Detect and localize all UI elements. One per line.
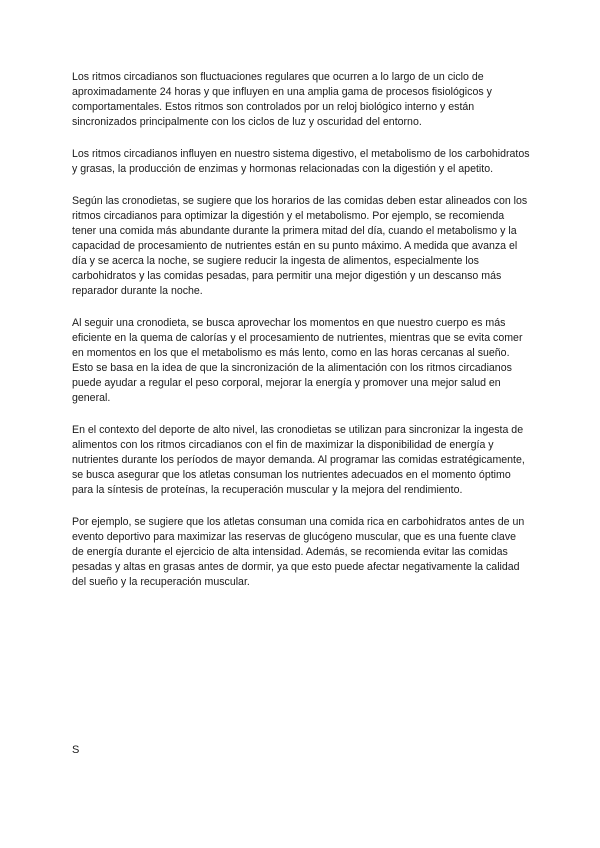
document-body <box>72 70 530 607</box>
paragraph-circadian-definition: Los ritmos circadianos son fluctuaciones regulares que ocurren a lo largo de un ciclo de aproximadamente 24 horas y que influyen en una amplia gama de procesos fisiológicos y comportamentales. Estos ritmos son controlados por un reloj biológico interno y están sincronizados principalmente con los ciclos de luz y oscuridad del entorno. <box>72 71 492 128</box>
paragraph-cronodieta-benefits: Al seguir una cronodieta, se busca aprovechar los momentos en que nuestro cuerpo es más eficiente en la quema de calorías y el procesamiento de nutrientes, mientras que se evita comer en momentos en los que el metabolismo es más lento, como en las horas cercanas al sueño. Esto se basa en la idea de que la sincronización de la alimentación con los ritmos circadianos puede ayudar a regular el peso corporal, mejorar la energía y promover una mejor salud en general. <box>72 317 523 404</box>
footer-text: S <box>72 744 80 756</box>
paragraph-sport-context: En el contexto del deporte de alto nivel, las cronodietas se utilizan para sincronizar la ingesta de alimentos con los ritmos circadianos con el fin de maximizar la disponibilidad de energía y nutrientes durante los períodos de mayor demanda. Al programar las comidas estratégicamente, se busca asegurar que los atletas consuman los nutrientes adecuados en el momento óptimo para la síntesis de proteínas, la recuperación muscular y la mejora del rendimiento. <box>72 424 525 496</box>
paragraph-digestive-influence: Los ritmos circadianos influyen en nuestro sistema digestivo, el metabolismo de los carbohidratos y grasas, la producción de enzimas y hormonas relacionadas con la digestión y el apetito. <box>72 148 530 175</box>
paragraph-athlete-example: Por ejemplo, se sugiere que los atletas consuman una comida rica en carbohidratos antes de un evento deportivo para maximizar las reservas de glucógeno muscular, que es una fuente clave de energía durante el ejercicio de alta intensidad. Además, se recomienda evitar las comidas pesadas y altas en grasas antes de dormir, ya que esto puede afectar negativamente la calidad del sueño y la recuperación muscular. <box>72 516 525 588</box>
paragraph-cronodietas-schedule: Según las cronodietas, se sugiere que los horarios de las comidas deben estar alineados con los ritmos circadianos para optimizar la digestión y el metabolismo. Por ejemplo, se recomienda tener una comida más abundante durante la primera mitad del día, cuando el metabolismo y la capacidad de procesamiento de nutrientes están en su punto máximo. A medida que avanza el día y se acerca la noche, se sugiere reducir la ingesta de alimentos, especialmente los carbohidratos y las comidas pesadas, para permitir una mejor digestión y un descanso más reparador durante la noche. <box>72 195 528 297</box>
